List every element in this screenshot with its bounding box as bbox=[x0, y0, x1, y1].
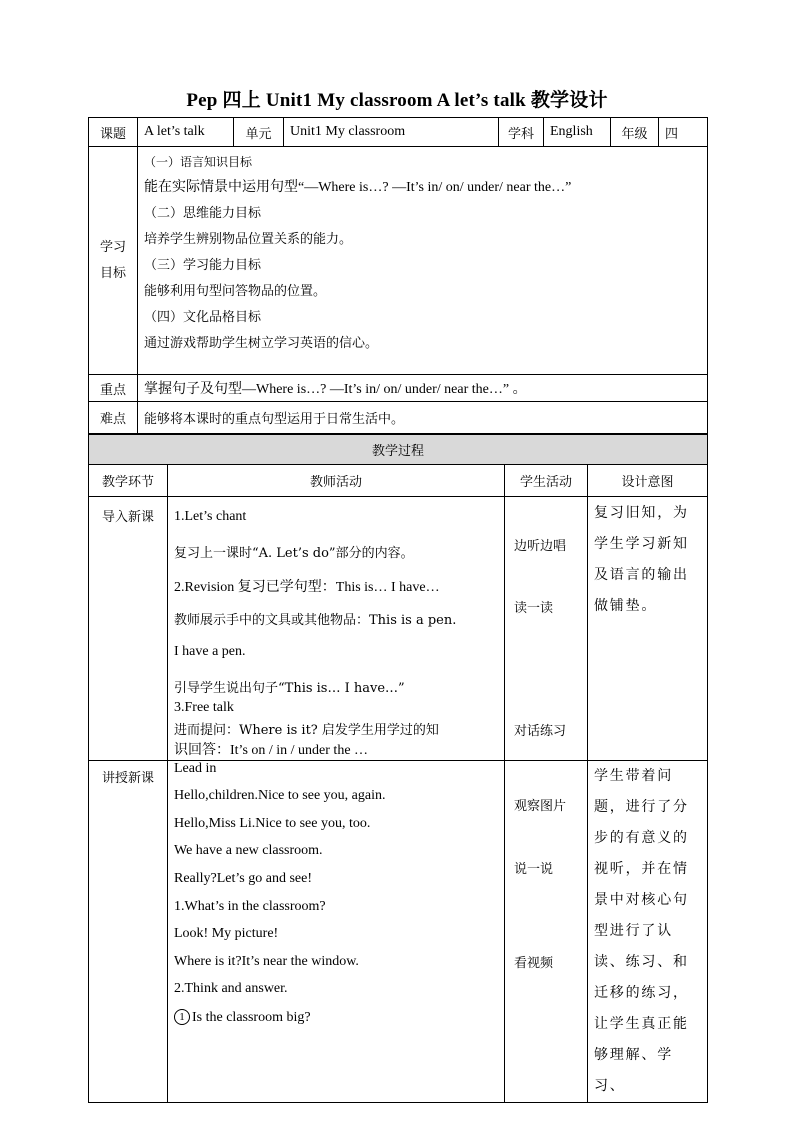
teacher-line: Really?Let’s go and see! bbox=[174, 871, 313, 886]
column-header-row bbox=[89, 465, 708, 497]
teacher-line: 复习上一课时“A. Let’s do”部分的内容。 bbox=[174, 546, 414, 561]
grade-label: 年级 bbox=[611, 118, 659, 147]
purpose-intro: 复习旧知，为学生学习新知及语言的输出做铺垫。 bbox=[588, 497, 708, 761]
section-name-new: 讲授新课 bbox=[89, 761, 168, 1103]
objective-heading-2: （二）思维能力目标 bbox=[144, 206, 262, 221]
teacher-line: 2.Revision 复习已学句型：This is… I have… bbox=[174, 580, 440, 595]
teacher-line: 1.What’s in the classroom? bbox=[174, 899, 326, 914]
objective-text-4: 通过游戏帮助学生树立学习英语的信心。 bbox=[144, 336, 379, 351]
student-activity-new bbox=[505, 761, 588, 1103]
section-name-intro: 导入新课 bbox=[89, 497, 168, 761]
student-line: 对话练习 bbox=[514, 724, 567, 739]
course-label: 课题 bbox=[89, 118, 138, 147]
teacher-line: 3.Free talk bbox=[174, 700, 234, 715]
circled-number: 1 bbox=[174, 1009, 190, 1025]
teacher-activity-intro bbox=[168, 497, 505, 761]
course-value: A let’s talk bbox=[138, 118, 234, 147]
page-title: Pep 四上 Unit1 My classroom A let’s talk 教学设计 bbox=[186, 90, 608, 111]
teacher-line: 识回答：It’s on / in / under the … bbox=[174, 743, 369, 758]
grade-value: 四 bbox=[659, 118, 708, 147]
objectives-label: 学习目标 bbox=[89, 147, 138, 375]
teacher-line: 1.Let’s chant bbox=[174, 509, 247, 524]
difficulty-text: 能够将本课时的重点句型运用于日常生活中。 bbox=[138, 402, 708, 434]
column-header-student: 学生活动 bbox=[505, 465, 588, 497]
process-header-row bbox=[89, 435, 708, 465]
section-row-new bbox=[89, 761, 708, 1103]
student-activity-intro bbox=[505, 497, 588, 761]
teacher-line: 2.Think and answer. bbox=[174, 981, 288, 996]
teacher-line: Where is it?It’s near the window. bbox=[174, 954, 359, 969]
student-line: 看视频 bbox=[514, 956, 554, 971]
teacher-line: Look! My picture! bbox=[174, 926, 279, 941]
unit-label: 单元 bbox=[234, 118, 284, 147]
subject-value: English bbox=[544, 118, 611, 147]
teacher-line: 教师展示手中的文具或其他物品：This is a pen. bbox=[174, 613, 457, 628]
objectives-content bbox=[138, 147, 708, 375]
unit-value: Unit1 My classroom bbox=[284, 118, 499, 147]
info-row bbox=[89, 118, 708, 147]
student-line: 读一读 bbox=[514, 601, 554, 616]
teacher-line: Lead in bbox=[174, 761, 217, 776]
teacher-line: We have a new classroom. bbox=[174, 843, 323, 858]
column-header-stage: 教学环节 bbox=[89, 465, 168, 497]
objective-text-1: 能在实际情景中运用句型“—Where is…? —It’s in/ on/ under/ near the…” bbox=[144, 180, 572, 195]
objective-heading-1: （一）语言知识目标 bbox=[144, 155, 253, 169]
objective-heading-3: （三）学习能力目标 bbox=[144, 258, 262, 273]
teacher-line: 进而提问：Where is it? 启发学生用学过的知 bbox=[174, 723, 439, 738]
process-table bbox=[88, 434, 708, 1103]
objective-text-2: 培养学生辨别物品位置关系的能力。 bbox=[144, 232, 353, 247]
key-point-label: 重点 bbox=[89, 375, 138, 402]
subject-label: 学科 bbox=[499, 118, 544, 147]
difficulty-label: 难点 bbox=[89, 402, 138, 434]
column-header-purpose: 设计意图 bbox=[588, 465, 708, 497]
key-point-row bbox=[89, 375, 708, 402]
difficulty-row bbox=[89, 402, 708, 434]
info-table bbox=[88, 117, 708, 434]
teacher-line: Hello,children.Nice to see you, again. bbox=[174, 788, 386, 803]
teacher-line: 引导学生说出句子“This is… I have…” bbox=[174, 681, 405, 696]
purpose-new: 学生带着问题，进行了分步的有意义的视听，并在情景中对核心句型进行了认读、练习、和迁移的练习，让学生真正能够理解、学习、 bbox=[588, 761, 708, 1103]
teacher-question: Is the classroom big? bbox=[192, 1010, 311, 1025]
objectives-row bbox=[89, 147, 708, 375]
column-header-teacher: 教师活动 bbox=[168, 465, 505, 497]
teacher-line bbox=[174, 1009, 311, 1026]
teacher-activity-new bbox=[168, 761, 505, 1103]
process-header: 教学过程 bbox=[89, 435, 708, 465]
teacher-line: Hello,Miss Li.Nice to see you, too. bbox=[174, 816, 371, 831]
student-line: 说一说 bbox=[514, 862, 554, 877]
student-line: 边听边唱 bbox=[514, 539, 567, 554]
student-line: 观察图片 bbox=[514, 799, 567, 814]
section-row-intro bbox=[89, 497, 708, 761]
key-point-text: 掌握句子及句型—Where is…? —It’s in/ on/ under/ near the…” 。 bbox=[138, 375, 708, 402]
objective-text-3: 能够利用句型问答物品的位置。 bbox=[144, 284, 327, 299]
teacher-line: I have a pen. bbox=[174, 644, 246, 659]
objective-heading-4: （四）文化品格目标 bbox=[144, 310, 262, 325]
